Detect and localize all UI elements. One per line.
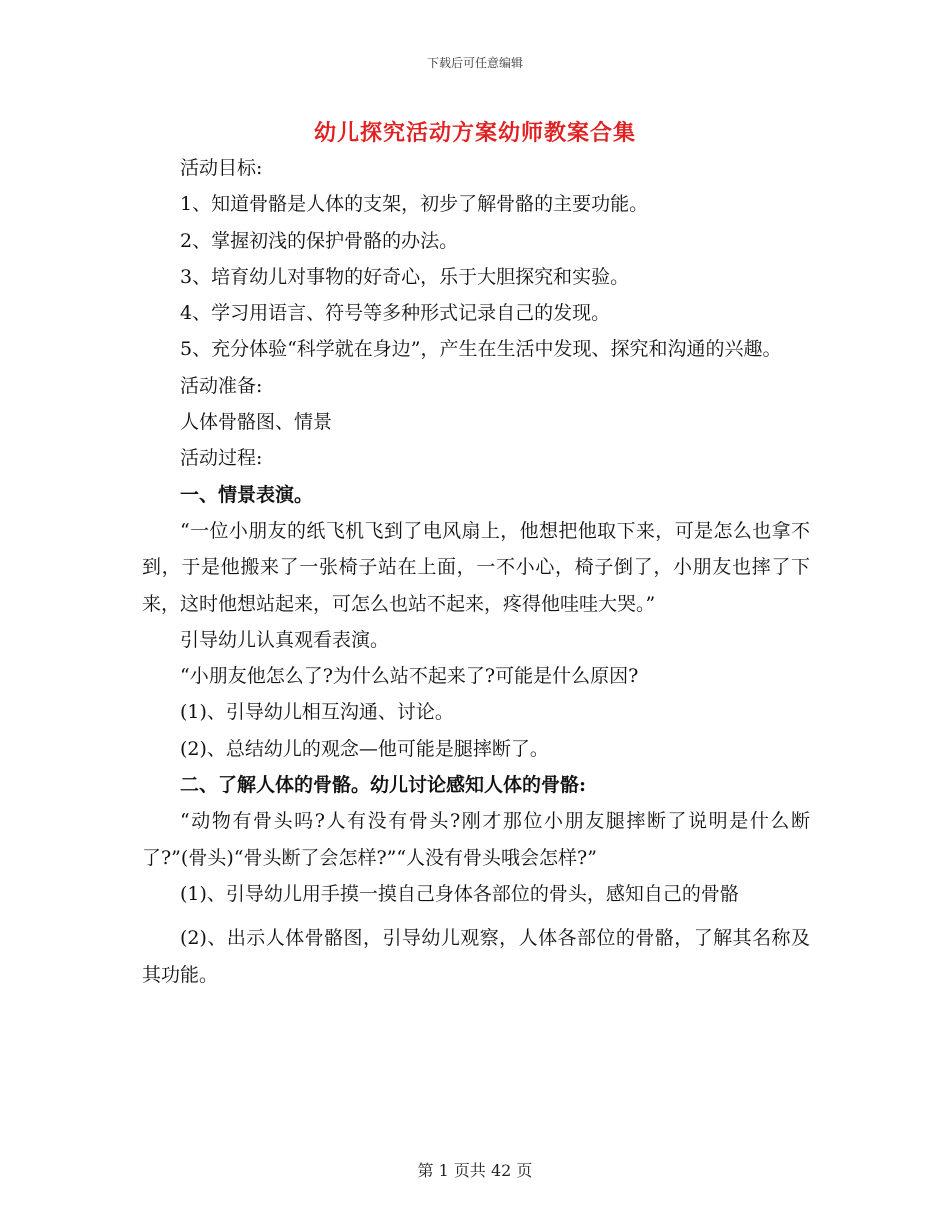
paragraph: 3、培育幼儿对事物的好奇心，乐于大胆探究和实验。: [180, 265, 630, 288]
paragraph: 引导幼儿认真观看表演。: [180, 628, 390, 651]
section-heading: 一、情景表演。: [180, 483, 314, 506]
paragraph: 2、掌握初浅的保护骨骼的办法。: [180, 229, 459, 252]
paragraph: (2)、出示人体骨骼图，引导幼儿观察，人体各部位的骨骼，了解其名称及其功能。: [142, 927, 810, 986]
paragraph: “动物有骨头吗?人有没有骨头?刚才那位小朋友腿摔断了说明是什么断了?”(骨头)“骨头断了会怎样?”“人没有骨头哦会怎样?”: [142, 810, 810, 869]
page-footer: 第 1 页共 42 页: [417, 1161, 533, 1180]
paragraph: (2)、总结幼儿的观念—他可能是腿摔断了。: [180, 737, 549, 760]
document-title: 幼儿探究活动方案幼师教案合集: [313, 120, 636, 146]
paragraph: 5、充分体验“科学就在身边”，产生在生活中发现、探究和沟通的兴趣。: [180, 338, 782, 361]
paragraph: (1)、引导幼儿用手摸一摸自己身体各部位的骨头，感知自己的骨骼: [180, 882, 739, 905]
paragraph: “小朋友他怎么了?为什么站不起来了?可能是什么原因?: [180, 665, 639, 688]
paragraph: “一位小朋友的纸飞机飞到了电风扇上，他想把他取下来，可是怎么也拿不到，于是他搬来了一张椅子站在上面，一不小心，椅子倒了，小朋友也摔了下来，这时他想站起来，可怎么也站不起来，疼得他哇哇大哭。”: [142, 519, 810, 615]
section-heading: 二、了解人体的骨骼。幼儿讨论感知人体的骨骼:: [180, 774, 587, 797]
paragraph: 活动目标:: [180, 157, 263, 179]
paragraph: 人体骨骼图、情景: [180, 411, 333, 434]
paragraph: 4、学习用语言、符号等多种形式记录自己的发现。: [180, 302, 611, 325]
page-header: 下载后可任意编辑: [426, 56, 523, 70]
paragraph: 1、知道骨骼是人体的支架，初步了解骨骼的主要功能。: [180, 193, 649, 216]
paragraph: 活动过程:: [180, 447, 263, 470]
paragraph: 活动准备:: [180, 374, 263, 397]
document-body: [142, 150, 810, 993]
paragraph: (1)、引导幼儿相互沟通、讨论。: [180, 701, 454, 724]
